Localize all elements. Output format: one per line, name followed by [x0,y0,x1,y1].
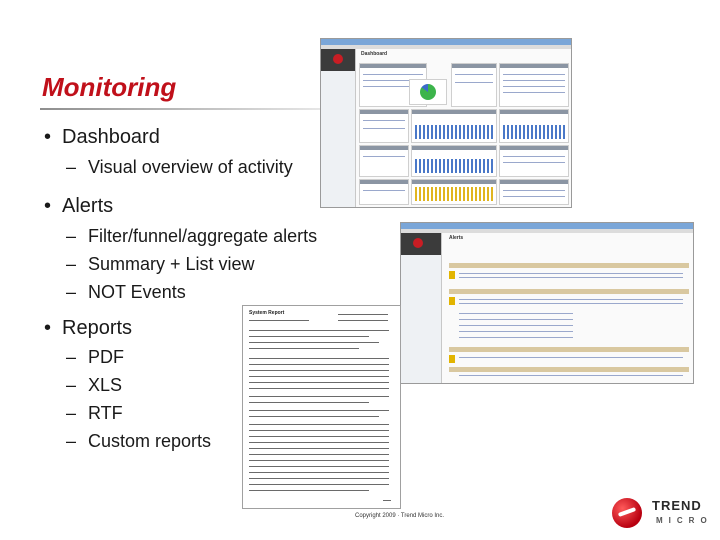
widget-panel [499,63,569,107]
sub-bullet-text: Custom reports [88,431,212,451]
dashboard-heading: Dashboard [361,51,388,57]
trend-micro-ball-icon [612,498,642,528]
widget-panel [499,145,569,177]
sub-bullet-filter [66,226,317,247]
sub-bullet-summary [66,254,255,275]
alert-header [449,289,689,294]
dash-glyph: – [66,375,77,395]
sub-bullet-visual-overview [66,157,293,178]
sub-bullet-text: Filter/funnel/aggregate alerts [88,226,318,246]
warning-icon [449,355,455,363]
bullet-alerts [44,195,113,218]
slide-title: Monitoring [42,72,177,102]
status-pie-chart [420,84,436,100]
alert-header [449,347,689,352]
sub-bullet-rtf [66,403,123,424]
widget-panel [451,63,497,107]
alert-header [449,263,689,268]
window-menubar [321,45,571,49]
widget-bar-chart [499,109,569,143]
sub-bullet-text: XLS [88,375,123,395]
sub-bullet-not-events [66,282,186,303]
navigation-tree [401,233,442,383]
bullet-dashboard [44,126,160,149]
sub-bullet-text: NOT Events [88,282,186,302]
copyright-footer: Copyright 2009 · Trend Micro Inc. [355,513,445,519]
alerts-heading: Alerts [449,235,464,241]
widget-panel [359,179,409,205]
dash-glyph: – [66,254,77,274]
title-underline [40,108,320,110]
widget-pie-panel [409,79,447,105]
dash-glyph: – [66,403,77,423]
bullet-dashboard-text: Dashboard [62,126,160,148]
widget-bar-chart [411,109,497,143]
brand-name: TREND [652,498,702,513]
alerts-screenshot [400,222,694,384]
sub-bullet-text: RTF [88,403,123,423]
bullet-reports [44,317,132,340]
deep-security-logo [401,233,441,255]
bullet-glyph: • [44,126,52,148]
warning-icon [449,297,455,305]
sub-bullet-text: PDF [88,347,124,367]
report-document-screenshot [242,305,401,509]
sub-bullet-text: Visual overview of activity [88,157,293,177]
widget-panel [499,179,569,205]
bullet-alerts-text: Alerts [62,195,114,217]
dash-glyph: – [66,347,77,367]
brand-subname: MICRO [656,516,713,525]
sub-bullet-custom-reports [66,431,211,452]
sub-bullet-text: Summary + List view [88,254,255,274]
widget-bar-chart [411,179,497,205]
dashboard-screenshot [320,38,572,208]
bullet-glyph: • [44,317,52,339]
bullet-reports-text: Reports [62,317,133,339]
widget-panel [359,109,409,143]
alert-header [449,367,689,372]
dash-glyph: – [66,157,77,177]
widget-panel [359,145,409,177]
dash-glyph: – [66,431,77,451]
navigation-tree [321,49,356,207]
deep-security-logo [321,49,355,71]
warning-icon [449,271,455,279]
dash-glyph: – [66,282,77,302]
dash-glyph: – [66,226,77,246]
bullet-glyph: • [44,195,52,217]
report-heading: System Report [249,310,285,316]
widget-bar-chart [411,145,497,177]
sub-bullet-xls [66,375,122,396]
sub-bullet-pdf [66,347,124,368]
trend-micro-logo [612,494,716,534]
window-menubar [401,229,693,233]
